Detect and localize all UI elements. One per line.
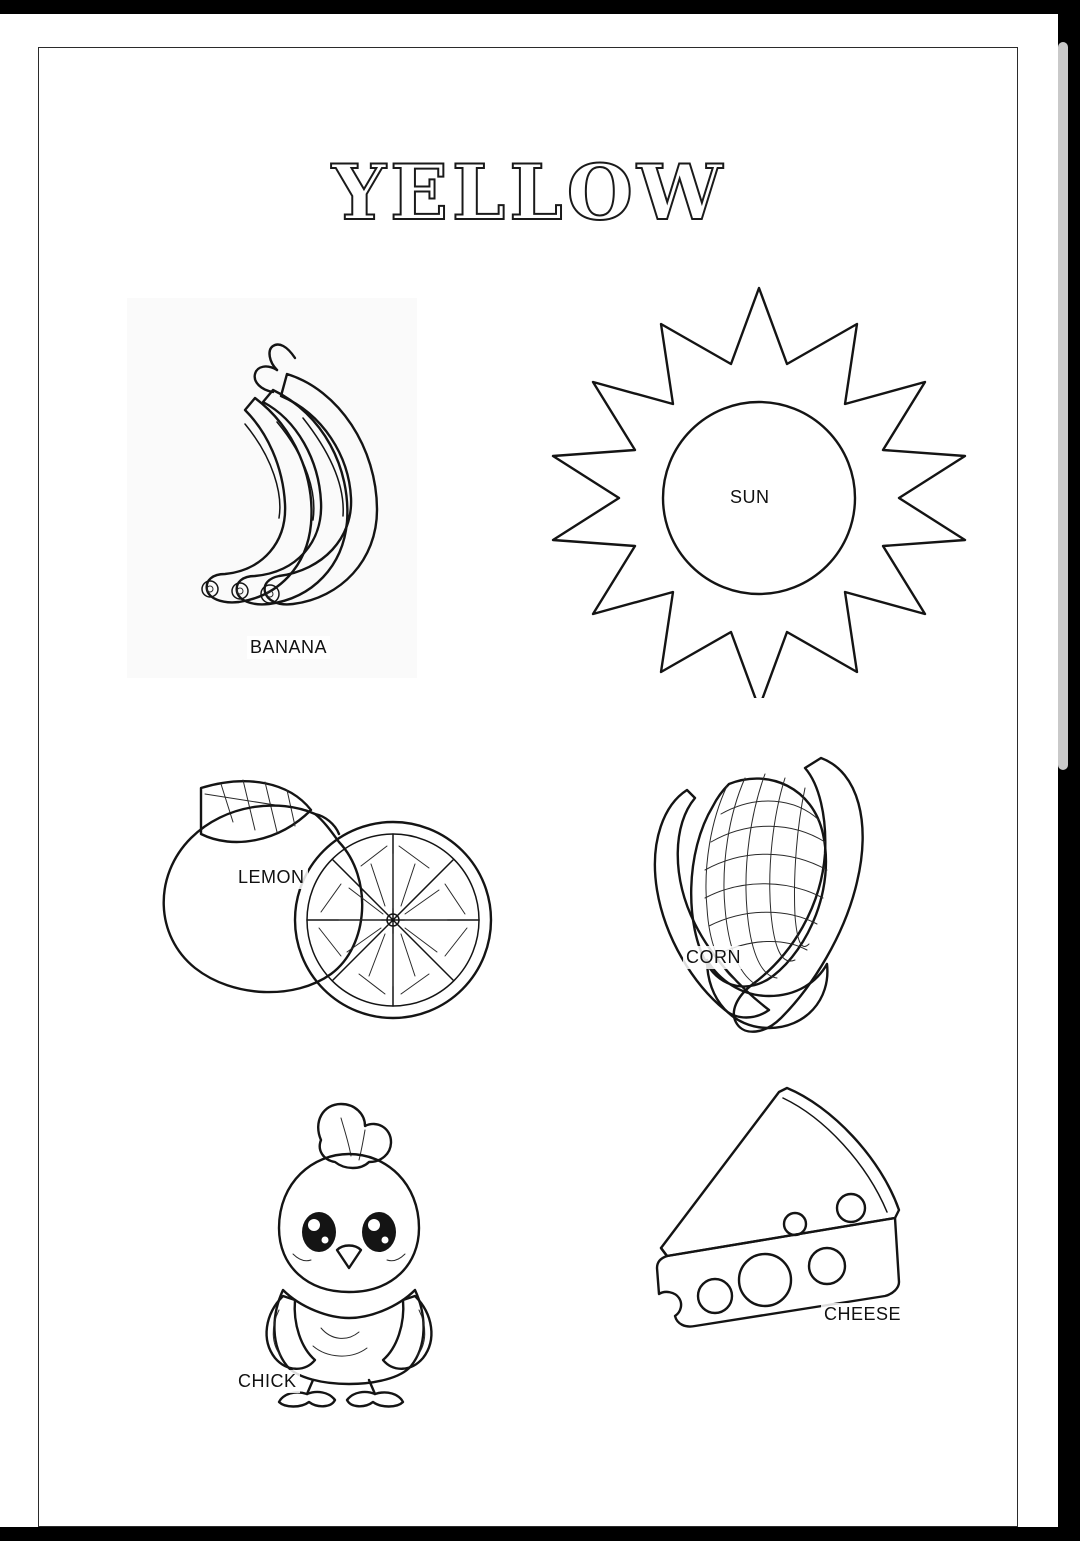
item-label-corn: CORN — [683, 946, 744, 969]
item-chick — [209, 1078, 469, 1408]
page-title-text: YELLOW — [331, 148, 727, 237]
item-banana — [127, 298, 417, 678]
item-label-chick: CHICK — [235, 1370, 300, 1393]
item-label-lemon: LEMON — [235, 866, 308, 889]
item-sun — [539, 278, 979, 698]
page-area — [0, 14, 1058, 1527]
lemon-icon — [129, 738, 529, 1038]
item-cheese — [599, 1068, 929, 1348]
chick-icon — [209, 1078, 469, 1408]
corn-icon — [609, 728, 919, 1048]
item-corn — [609, 728, 919, 1048]
item-label-banana: BANANA — [247, 636, 330, 659]
viewer-bottom-bar — [0, 1527, 1080, 1541]
viewer-top-bar — [0, 0, 1080, 14]
item-label-sun: SUN — [727, 486, 773, 509]
item-lemon — [129, 738, 529, 1038]
page-title — [39, 148, 1019, 237]
banana-icon — [127, 298, 417, 678]
worksheet-page — [38, 47, 1018, 1527]
item-label-cheese: CHEESE — [821, 1303, 904, 1326]
scrollbar-thumb[interactable] — [1058, 42, 1068, 770]
scrollbar-track[interactable] — [1064, 20, 1074, 1520]
